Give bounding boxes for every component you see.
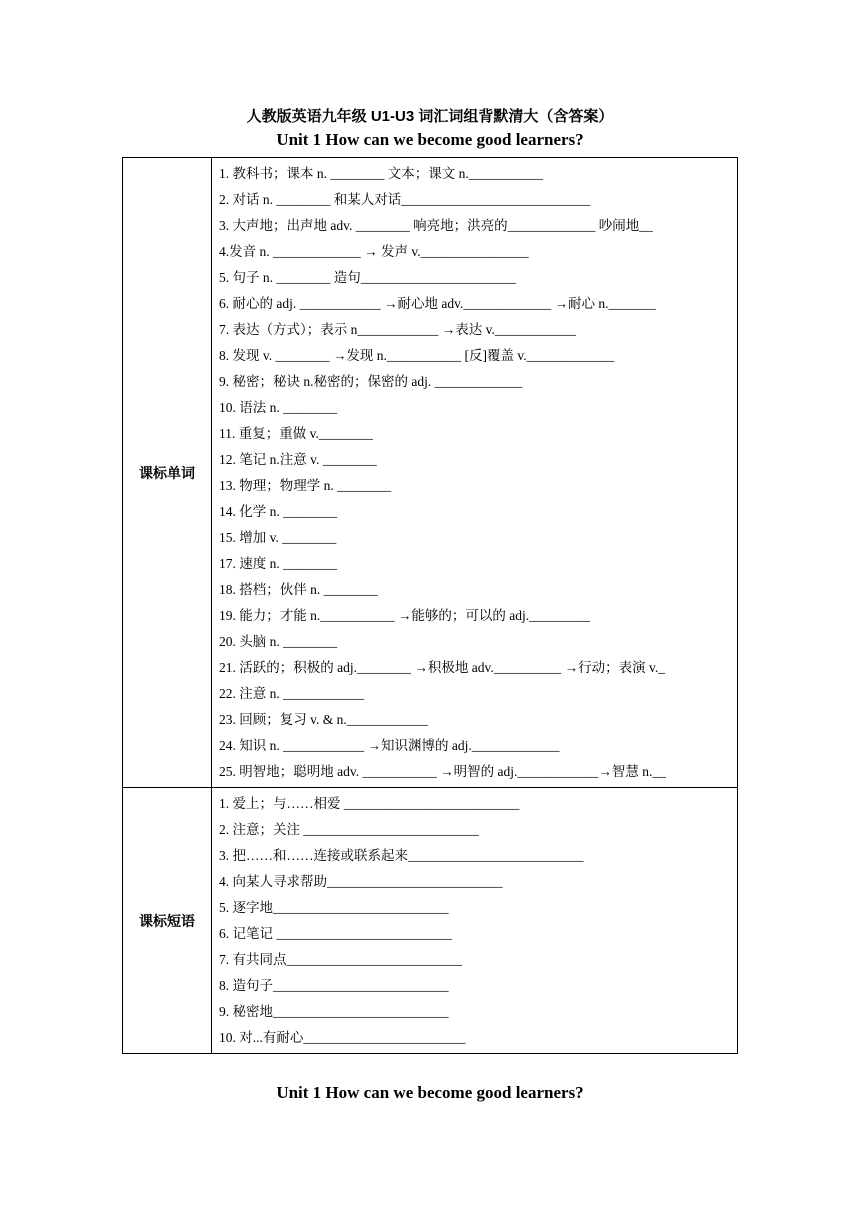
word-item: 11. 重复；重做 v.________ [219,426,373,441]
word-item: 2. 对话 n. ________ 和某人对话____________________________ [219,192,591,207]
unit-title: Unit 1 How can we become good learners? [276,130,584,149]
phrase-item: 4. 向某人寻求帮助__________________________ [219,874,503,889]
word-item: 3. 大声地；出声地 adv. ________ 响亮地；洪亮的_____________ 吵闹地__ [219,218,653,233]
word-item: 25. 明智地；聪明地 adv. ___________ →明智的 adj.____________→智慧 n.__ [219,764,666,779]
phrase-item: 8. 造句子__________________________ [219,978,449,993]
phrases-section-content [212,788,738,1054]
phrase-item: 9. 秘密地__________________________ [219,1004,449,1019]
words-section-content [212,158,738,788]
next-unit-title: Unit 1 How can we become good learners? [276,1083,584,1102]
word-item: 5. 句子 n. ________ 造句_______________________ [219,270,516,285]
word-item: 24. 知识 n. ____________ →知识渊博的 adj._____________ [219,738,560,753]
word-item: 1. 教科书；课本 n. ________ 文本；课文 n.___________ [219,166,543,181]
word-item: 6. 耐心的 adj. ____________ →耐心地 adv._____________ →耐心 n._______ [219,296,656,311]
phrase-item: 7. 有共同点__________________________ [219,952,462,967]
phrase-item: 2. 注意；关注 __________________________ [219,822,479,837]
word-item: 14. 化学 n. ________ [219,504,338,519]
phrase-item: 5. 逐字地__________________________ [219,900,449,915]
word-item: 21. 活跃的；积极的 adj.________ →积极地 adv.__________ →行动；表演 v._ [219,660,665,675]
word-item: 4.发音 n. _____________ → 发声 v.________________ [219,244,529,259]
word-item: 18. 搭档；伙伴 n. ________ [219,582,378,597]
phrases-section-row [123,788,738,1054]
words-section-label: 课标单词 [123,158,212,788]
word-item: 10. 语法 n. ________ [219,400,338,415]
word-item: 23. 回顾；复习 v. & n.____________ [219,712,428,727]
word-item: 15. 增加 v. ________ [219,530,337,545]
phrase-item: 10. 对...有耐心________________________ [219,1030,466,1045]
phrase-item: 3. 把……和……连接或联系起来__________________________ [219,848,584,863]
word-item: 9. 秘密；秘诀 n.秘密的；保密的 adj. _____________ [219,374,523,389]
document-title: 人教版英语九年级 U1-U3 词汇词组背默清大（含答案） [246,108,614,125]
words-section-row [123,158,738,788]
phrase-item: 6. 记笔记 __________________________ [219,926,452,941]
phrases-section-label: 课标短语 [123,788,212,1054]
word-item: 20. 头脑 n. ________ [219,634,338,649]
word-item: 17. 速度 n. ________ [219,556,338,571]
phrase-item: 1. 爱上；与……相爱 __________________________ [219,796,520,811]
vocabulary-table [122,157,738,1054]
word-item: 8. 发现 v. ________ →发现 n.___________ [反]覆盖 v._____________ [219,348,615,363]
word-item: 12. 笔记 n.注意 v. ________ [219,452,377,467]
word-item: 13. 物理；物理学 n. ________ [219,478,392,493]
word-item: 7. 表达（方式）；表示 n____________ →表达 v.____________ [219,322,576,337]
word-item: 22. 注意 n. ____________ [219,686,365,701]
word-item: 19. 能力；才能 n.___________ →能够的；可以的 adj._________ [219,608,590,623]
